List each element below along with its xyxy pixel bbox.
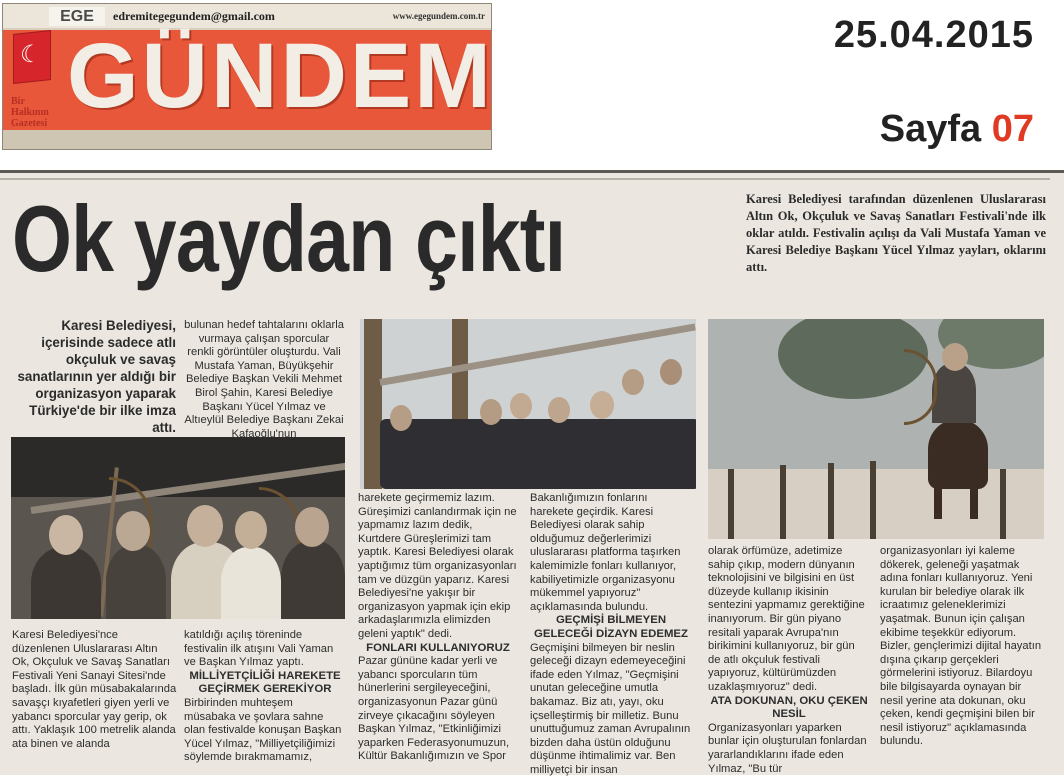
column-6-text-a: olarak örfümüze, adetimize sahip çıkıp, modern dünyanın teknolojisini ve bilgisini en üst düzeyde kullanıp ikisinin sentezini yapmamız gerektiğine inanıyorum. Bir gün piyano resitali yaparak Avrupa'nın birikimini kullanıyoruz, bir gün de atlı okçuluk festivali yapıyoruz, kültürümüzden uzaklaşmıyoruz" dedi. bbox=[708, 545, 865, 693]
photo-person-head bbox=[390, 405, 412, 431]
masthead-website: www.egegundem.com.tr bbox=[392, 11, 485, 21]
article-column-3 bbox=[184, 629, 346, 765]
photo-person-head bbox=[235, 511, 267, 549]
photo-person-head bbox=[49, 515, 83, 555]
subheading-ata-dokunan: ATA DOKUNAN, OKU ÇEKEN NESİL bbox=[710, 694, 868, 721]
article-column-6 bbox=[708, 545, 870, 776]
photo-person-head bbox=[660, 359, 682, 385]
subheading-fonlari: FONLARI KULLANIYORUZ bbox=[366, 641, 510, 654]
photo-archers bbox=[11, 437, 345, 619]
article-column-2: Karesi Belediyesi'nce düzenlenen Uluslararası Altın Ok, Okçuluk ve Savaş Sanatları Festivali Yeni Sanayi Sitesi'nde başladı. İlk gün müsabakalarında savaşçı kıyafetleri giyen yerli ve yabancı sporcular yay gerip, ok attı. Yaklaşık 100 metrelik alanda ata binen ve alanda bbox=[12, 629, 177, 750]
column-5-text-a: Bakanlığımızın fonlarını harekete geçirdik. Karesi Belediyesi olarak sahip olduğumuz değerlerimizi uluslararası platforma taşırken kalemimizle fonları kullanıyor, kabiliyetimizle organizasyonu mükemmel yapıyoruz" açıklamasında bulundu. bbox=[530, 492, 681, 613]
tagline-line-2: Halkının bbox=[11, 107, 49, 118]
column-4-text-a: harekete geçirmemiz lazım. Güreşimizi canlandırmak için ne yapmamız lazım dedik, Kurtdere Güreşlerimizi tam yaptık. Karesi Belediyesi olarak yaptığımız tüm organizasyonları tam ve düzgün yaparız. Karesi Belediyesi'ne yakışır bir organizasyon yapmak için ekip arkadaşlarımızla elimizden geleni yaptık" dedi. bbox=[358, 492, 517, 640]
subheading-milliyetcilik: MİLLİYETÇİLİĞİ HAREKETE GEÇİRMEK GEREKİYOR bbox=[189, 669, 341, 696]
photo-person bbox=[31, 547, 101, 619]
photo-person-head bbox=[480, 399, 502, 425]
column-5-text-b: Geçmişini bilmeyen bir neslin geleceği dizayn edemeyeceğini ifade eden Yılmaz, "Geçmişini unutan geleceğine umutla bakamaz. Biz atı, yayı, oku içselleştirmiş bir milletiz. Bunu unuttuğumuz zaman Avrupalının bizden daha üstün olduğunu düşünme ihtimalimiz var. Ben milliyetçi bir insan bbox=[530, 641, 691, 776]
masthead-bottom-band bbox=[3, 130, 491, 149]
publication-date: 25.04.2015 bbox=[833, 14, 1034, 56]
photo-crowd bbox=[380, 419, 696, 489]
article-spot-text: Karesi Belediyesi tarafından düzenlenen Uluslararası Altın Ok, Okçuluk ve Savaş Sanatları Festivali'nde ilk oklar atıldı. Festivalin açılışı da Vali Mustafa Yaman ve Karesi Belediye Başkanı Yücel Yılmaz yayları, oklarını attı. bbox=[746, 192, 1046, 274]
masthead-ege-label: EGE bbox=[49, 7, 105, 26]
photo-horse-leg bbox=[934, 479, 942, 519]
photo-person bbox=[221, 547, 281, 619]
masthead-logo-title: GÜNDEM bbox=[67, 25, 494, 127]
column-4-text-b: Pazar gününe kadar yerli ve yabancı sporcuların tüm hünerlerini sergileyeceğini, organizasyonun Pazar günü zirveye çıkacağını söyleyen Başkan Yılmaz, "Etkinliğimizi yaparken Federasyonumuzun, Kültür Bakanlığımızın ve Spor bbox=[358, 655, 510, 763]
newspaper-masthead bbox=[2, 3, 492, 150]
article-intro: Karesi Belediyesi, içerisinde sadece atlı okçuluk ve savaş sanatlarının yer aldığı bir organizasyon yaparak Türkiye'de bir ilke imza attı. bbox=[17, 318, 176, 435]
article-column-5 bbox=[530, 492, 692, 777]
article-column-7: organizasyonları iyi kaleme dökerek, geleneği yaşatmak adına fonları kullanıyoruz. Yeni kurulan bir belediye olarak ilk icraatımız geleneklerimizi yaşatmak. Bunun için çalışan ekibime teşekkür ediyorum. Bizler, gençlerimizi dijital hayatın dışına çıkarıp gerçekleri görmelerini istiyoruz. Bilardoyu bile bilgisayarda oynayan bir nesil yerine ata dokunan, oku çeken, kendi geçmişini bilen bir nesil istiyoruz" açıklamasında bulundu. bbox=[880, 545, 1042, 748]
column-6-text-b: Organizasyonları yaparken bunlar için oluşturulan fonlardan yararlandıklarını ifade eden Yılmaz, "Bu tür bbox=[708, 721, 867, 775]
photo-fence-post bbox=[828, 463, 834, 539]
photo-horseback-archer bbox=[708, 319, 1044, 539]
photo-person-head bbox=[510, 393, 532, 419]
photo-person-head bbox=[548, 397, 570, 423]
article-column-1: bulunan hedef tahtalarını oklarla vurmaya çalışan sporcular renkli görüntüler oluşturdu. Vali Mustafa Yaman, Büyükşehir Belediye Başkan Vekili Mehmet Birol Şahin, Karesi Belediye Başkanı Yücel Yılmaz ve Altıeylül Belediye Başkanı Zekai Kafaoğlu'nun bbox=[184, 319, 344, 440]
masthead-email: edremitegegundem@gmail.com bbox=[113, 9, 275, 23]
masthead-tagline bbox=[11, 96, 49, 129]
photo-fence-post bbox=[1000, 469, 1006, 539]
subheading-gecmisi: GEÇMİŞİ BİLMEYEN GELECEĞİ DİZAYN EDEMEZ bbox=[533, 614, 688, 640]
photo-person-head bbox=[295, 507, 329, 547]
article-headline: Ok yaydan çıktı bbox=[12, 186, 566, 291]
column-3-text-b: Birbirinden muhteşem müsabaka ve şovlara sahne olan festivalde konuşan Başkan Yücel Yılmaz, "Milliyetçiliğimizi söylemde bırakmamamız, bbox=[184, 696, 342, 764]
photo-fence-post bbox=[870, 461, 876, 539]
tagline-line-1: Bir bbox=[11, 96, 25, 107]
photo-person-head bbox=[187, 505, 223, 547]
photo-tent-beam bbox=[379, 323, 695, 385]
article-column-4 bbox=[358, 492, 518, 764]
photo-rider-head bbox=[942, 343, 968, 371]
newspaper-clipping bbox=[0, 170, 1064, 775]
photo-person-head bbox=[116, 511, 150, 551]
page-label: Sayfa bbox=[879, 108, 982, 150]
photo-officials bbox=[360, 319, 696, 489]
photo-rider bbox=[932, 363, 976, 423]
photo-ground bbox=[708, 469, 1044, 539]
page-number-value: 07 bbox=[991, 108, 1034, 150]
photo-person-head bbox=[590, 391, 614, 419]
photo-fence-post bbox=[728, 469, 734, 539]
photo-person bbox=[106, 545, 166, 619]
photo-person-head bbox=[622, 369, 644, 395]
photo-horse-leg bbox=[970, 479, 978, 519]
tagline-line-3: Gazetesi bbox=[11, 118, 48, 129]
page-number bbox=[880, 108, 1034, 151]
photo-fence-post bbox=[780, 465, 786, 539]
photo-person bbox=[281, 541, 345, 619]
turkish-flag-icon: ☾ bbox=[13, 30, 51, 84]
column-3-text-a: katıldığı açılış töreninde festivalin ilk atışını Vali Yaman ve Başkan Yılmaz yaptı. bbox=[184, 629, 334, 669]
